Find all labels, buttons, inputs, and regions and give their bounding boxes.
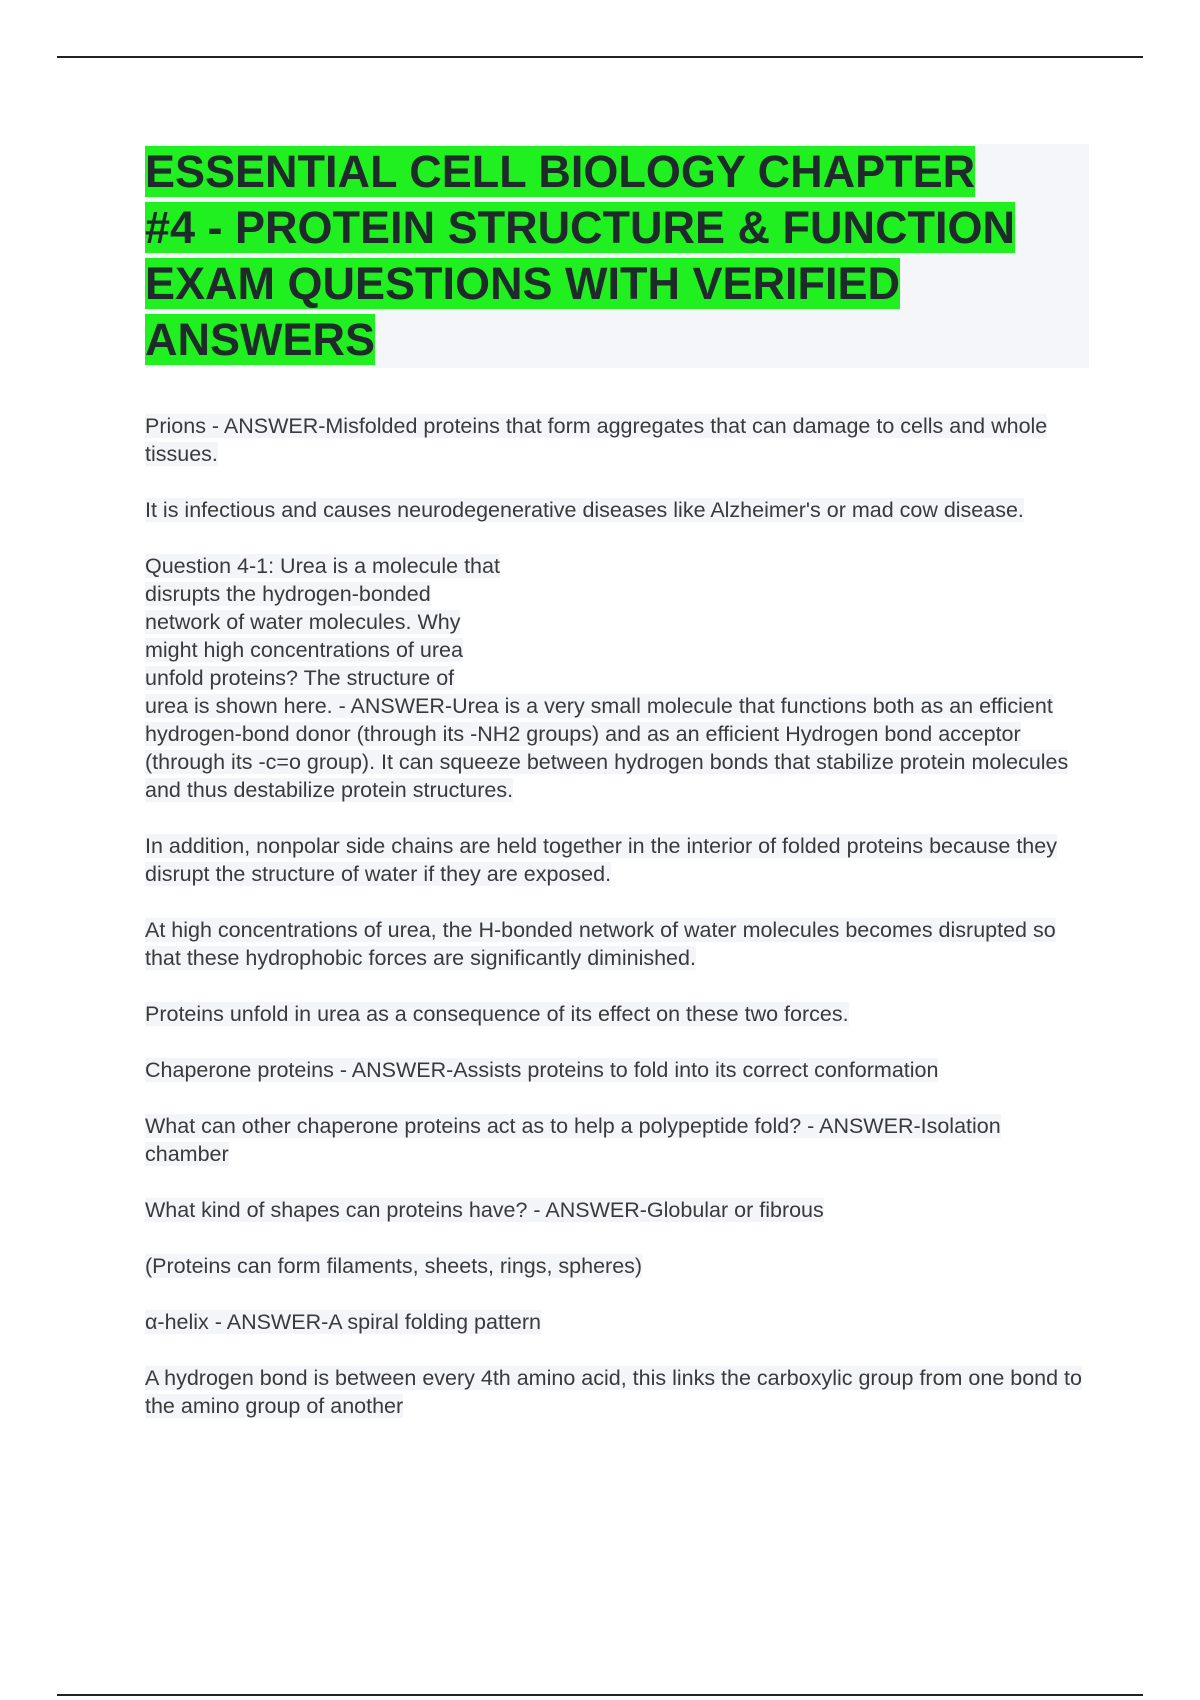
- title-line: ESSENTIAL CELL BIOLOGY CHAPTER: [145, 146, 976, 197]
- paragraph-chaperone: Chaperone proteins - ANSWER-Assists proteins to fold into its correct conformation: [145, 1058, 939, 1082]
- bottom-rule: [57, 1694, 1143, 1696]
- answer-text: urea is shown here. - ANSWER-Urea is a very small molecule that functions both as an efficient hydrogen-bond donor (through its -NH2 groups) and as an efficient Hydrogen bond acceptor (through its -c=o group). It can squeeze between hydrogen bonds that stabilize protein molecules and thus destabilize protein structures.: [145, 694, 1069, 802]
- paragraph-chaperone-question: What can other chaperone proteins act as to help a polypeptide fold? - ANSWER-Isolation chamber: [145, 1114, 1001, 1166]
- paragraph-proteins-unfold: Proteins unfold in urea as a consequence of its effect on these two forces.: [145, 1002, 849, 1026]
- paragraph-nonpolar: In addition, nonpolar side chains are held together in the interior of folded proteins because they disrupt the structure of water if they are exposed.: [145, 834, 1057, 886]
- document-title: [145, 144, 1089, 368]
- title-line: ANSWERS: [145, 314, 376, 365]
- title-line: #4 - PROTEIN STRUCTURE & FUNCTION: [145, 202, 1016, 253]
- paragraph-shapes: What kind of shapes can proteins have? - ANSWER-Globular or fibrous: [145, 1198, 824, 1222]
- paragraph-high-urea: At high concentrations of urea, the H-bonded network of water molecules becomes disrupted so that these hydrophobic forces are significantly diminished.: [145, 918, 1056, 970]
- question-line: unfold proteins? The structure of: [145, 666, 455, 690]
- top-rule: [57, 56, 1143, 58]
- question-line: might high concentrations of urea: [145, 638, 463, 662]
- title-line: EXAM QUESTIONS WITH VERIFIED: [145, 258, 901, 309]
- question-line: network of water molecules. Why: [145, 610, 461, 634]
- paragraph-hydrogen-bond: A hydrogen bond is between every 4th amino acid, this links the carboxylic group from one bond to the amino group of another: [145, 1366, 1082, 1418]
- paragraph-alpha-helix: α-helix - ANSWER-A spiral folding pattern: [145, 1310, 541, 1334]
- paragraph-prions-infectious: It is infectious and causes neurodegenerative diseases like Alzheimer's or mad cow disease.: [145, 498, 1024, 522]
- question-line: Question 4-1: Urea is a molecule that: [145, 554, 500, 578]
- document-body: [145, 412, 1089, 1448]
- question-line: disrupts the hydrogen-bonded: [145, 582, 431, 606]
- paragraph-filaments: (Proteins can form filaments, sheets, rings, spheres): [145, 1254, 643, 1278]
- paragraph-question-4-1: [145, 552, 1089, 804]
- paragraph-prions: Prions - ANSWER-Misfolded proteins that form aggregates that can damage to cells and whole tissues.: [145, 414, 1048, 466]
